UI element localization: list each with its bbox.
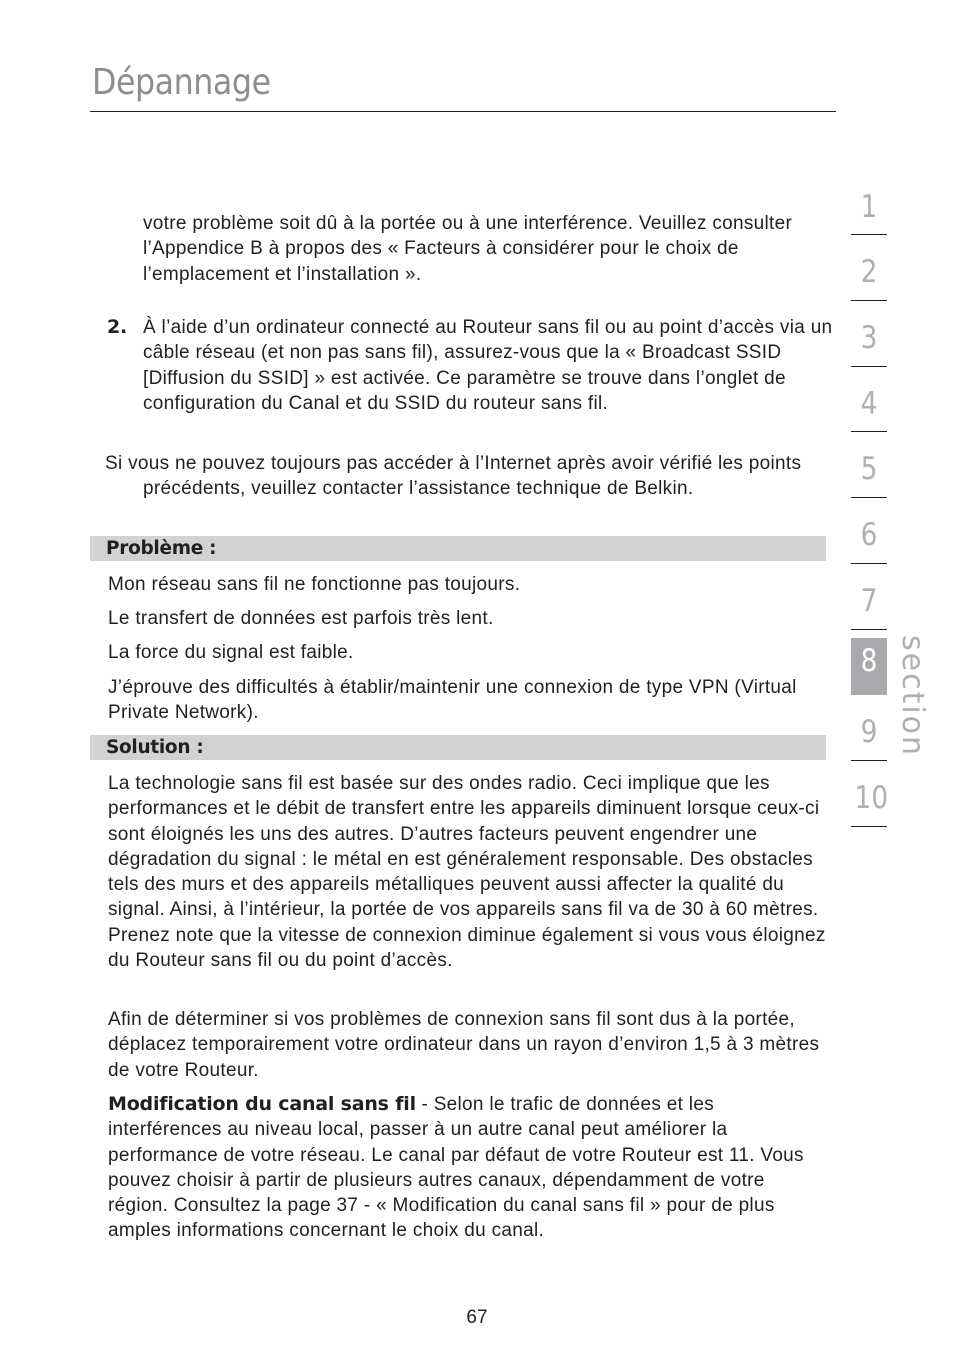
page-title: Dépannage [92, 62, 271, 103]
title-rule [90, 111, 836, 112]
section-tab-6: 6 [860, 517, 878, 553]
problem-item-2: Le transfert de données est parfois très lent. [108, 608, 494, 629]
section-divider [851, 826, 887, 827]
section-tab-9: 9 [860, 714, 878, 750]
section-divider [851, 497, 887, 498]
solution-heading-bar [90, 735, 826, 760]
problem-item-1: Mon réseau sans fil ne fonctionne pas toujours. [108, 574, 521, 595]
solution-heading: Solution : [106, 737, 204, 758]
section-tab-1: 1 [860, 189, 878, 225]
item-number-2: 2. [107, 316, 128, 338]
section-tab-3: 3 [860, 320, 878, 356]
section-divider [851, 300, 887, 301]
section-tab-2: 2 [860, 254, 878, 290]
channel-change-heading: Modification du canal sans fil [108, 1093, 416, 1115]
problem-item-4: J’éprouve des difficultés à établir/maintenir une connexion de type VPN (Virtual Private Network). [108, 677, 797, 724]
problem-heading-bar [90, 536, 826, 561]
item-2-text: À l’aide d’un ordinateur connecté au Routeur sans fil ou au point d’accès via un câble réseau (et non pas sans fil), assurez-vous que la « Broadcast SSID [Diffusion du SSID] » est activée. Ce paramètre se trouve dans l’onglet de configuration du Canal et du SSID du routeur sans fil. [143, 317, 833, 414]
section-tab-4: 4 [860, 386, 878, 422]
problem-heading: Problème : [106, 538, 217, 559]
section-divider [851, 760, 887, 761]
continued-paragraph: votre problème soit dû à la portée ou à une interférence. Veuillez consulter l’Appendice B à propos des « Facteurs à considérer pour le choix de l’emplacement et l’installation ». [143, 213, 793, 285]
section-tab-10: 10 [854, 780, 889, 816]
solution-paragraph-3 [108, 1092, 826, 1244]
section-divider [851, 431, 887, 432]
solution-paragraph-2: Afin de déterminer si vos problèmes de connexion sans fil sont dus à la portée, déplacez temporairement votre ordinateur dans un rayon d’environ 1,5 à 3 mètres de votre Routeur. [108, 1009, 820, 1081]
page-number: 67 [466, 1307, 488, 1328]
section-divider [851, 234, 887, 235]
closing-paragraph: Si vous ne pouvez toujours pas accéder à l’Internet après avoir vérifié les points précédents, veuillez contacter l’assistance technique de Belkin. [105, 453, 802, 500]
section-divider [851, 629, 887, 630]
section-tab-7: 7 [860, 583, 878, 619]
section-tab-5: 5 [860, 451, 878, 487]
section-label: section [895, 635, 930, 758]
section-divider [851, 366, 887, 367]
channel-change-text: - Selon le trafic de données et les interférences au niveau local, passer à un autre canal peut améliorer la performance de votre réseau. Le canal par défaut de votre Routeur est 11. Vous pouvez choisir à partir de plusieurs autres canaux, dépendamment de votre région. Consultez la page 37 - « Modification du canal sans fil » pour de plus amples informations concernant le choix du canal. [108, 1094, 804, 1242]
section-divider [851, 563, 887, 564]
section-tab-8-active: 8 [860, 643, 878, 679]
solution-paragraph-1: La technologie sans fil est basée sur des ondes radio. Ceci implique que les performances et le débit de transfert entre les appareils diminuent lorsque ceux-ci sont éloignés les uns des autres. D’autres facteurs peuvent engendrer une dégradation du signal : le métal en est généralement responsable. Des obstacles tels des murs et des appareils métalliques peuvent aussi affecter la qualité du signal. Ainsi, à l’intérieur, la portée de vos appareils sans fil va de 30 à 60 mètres. Prenez note que la vitesse de connexion diminue également si vous vous éloignez du Routeur sans fil ou du point d’accès. [108, 773, 826, 972]
problem-item-3: La force du signal est faible. [108, 642, 354, 663]
